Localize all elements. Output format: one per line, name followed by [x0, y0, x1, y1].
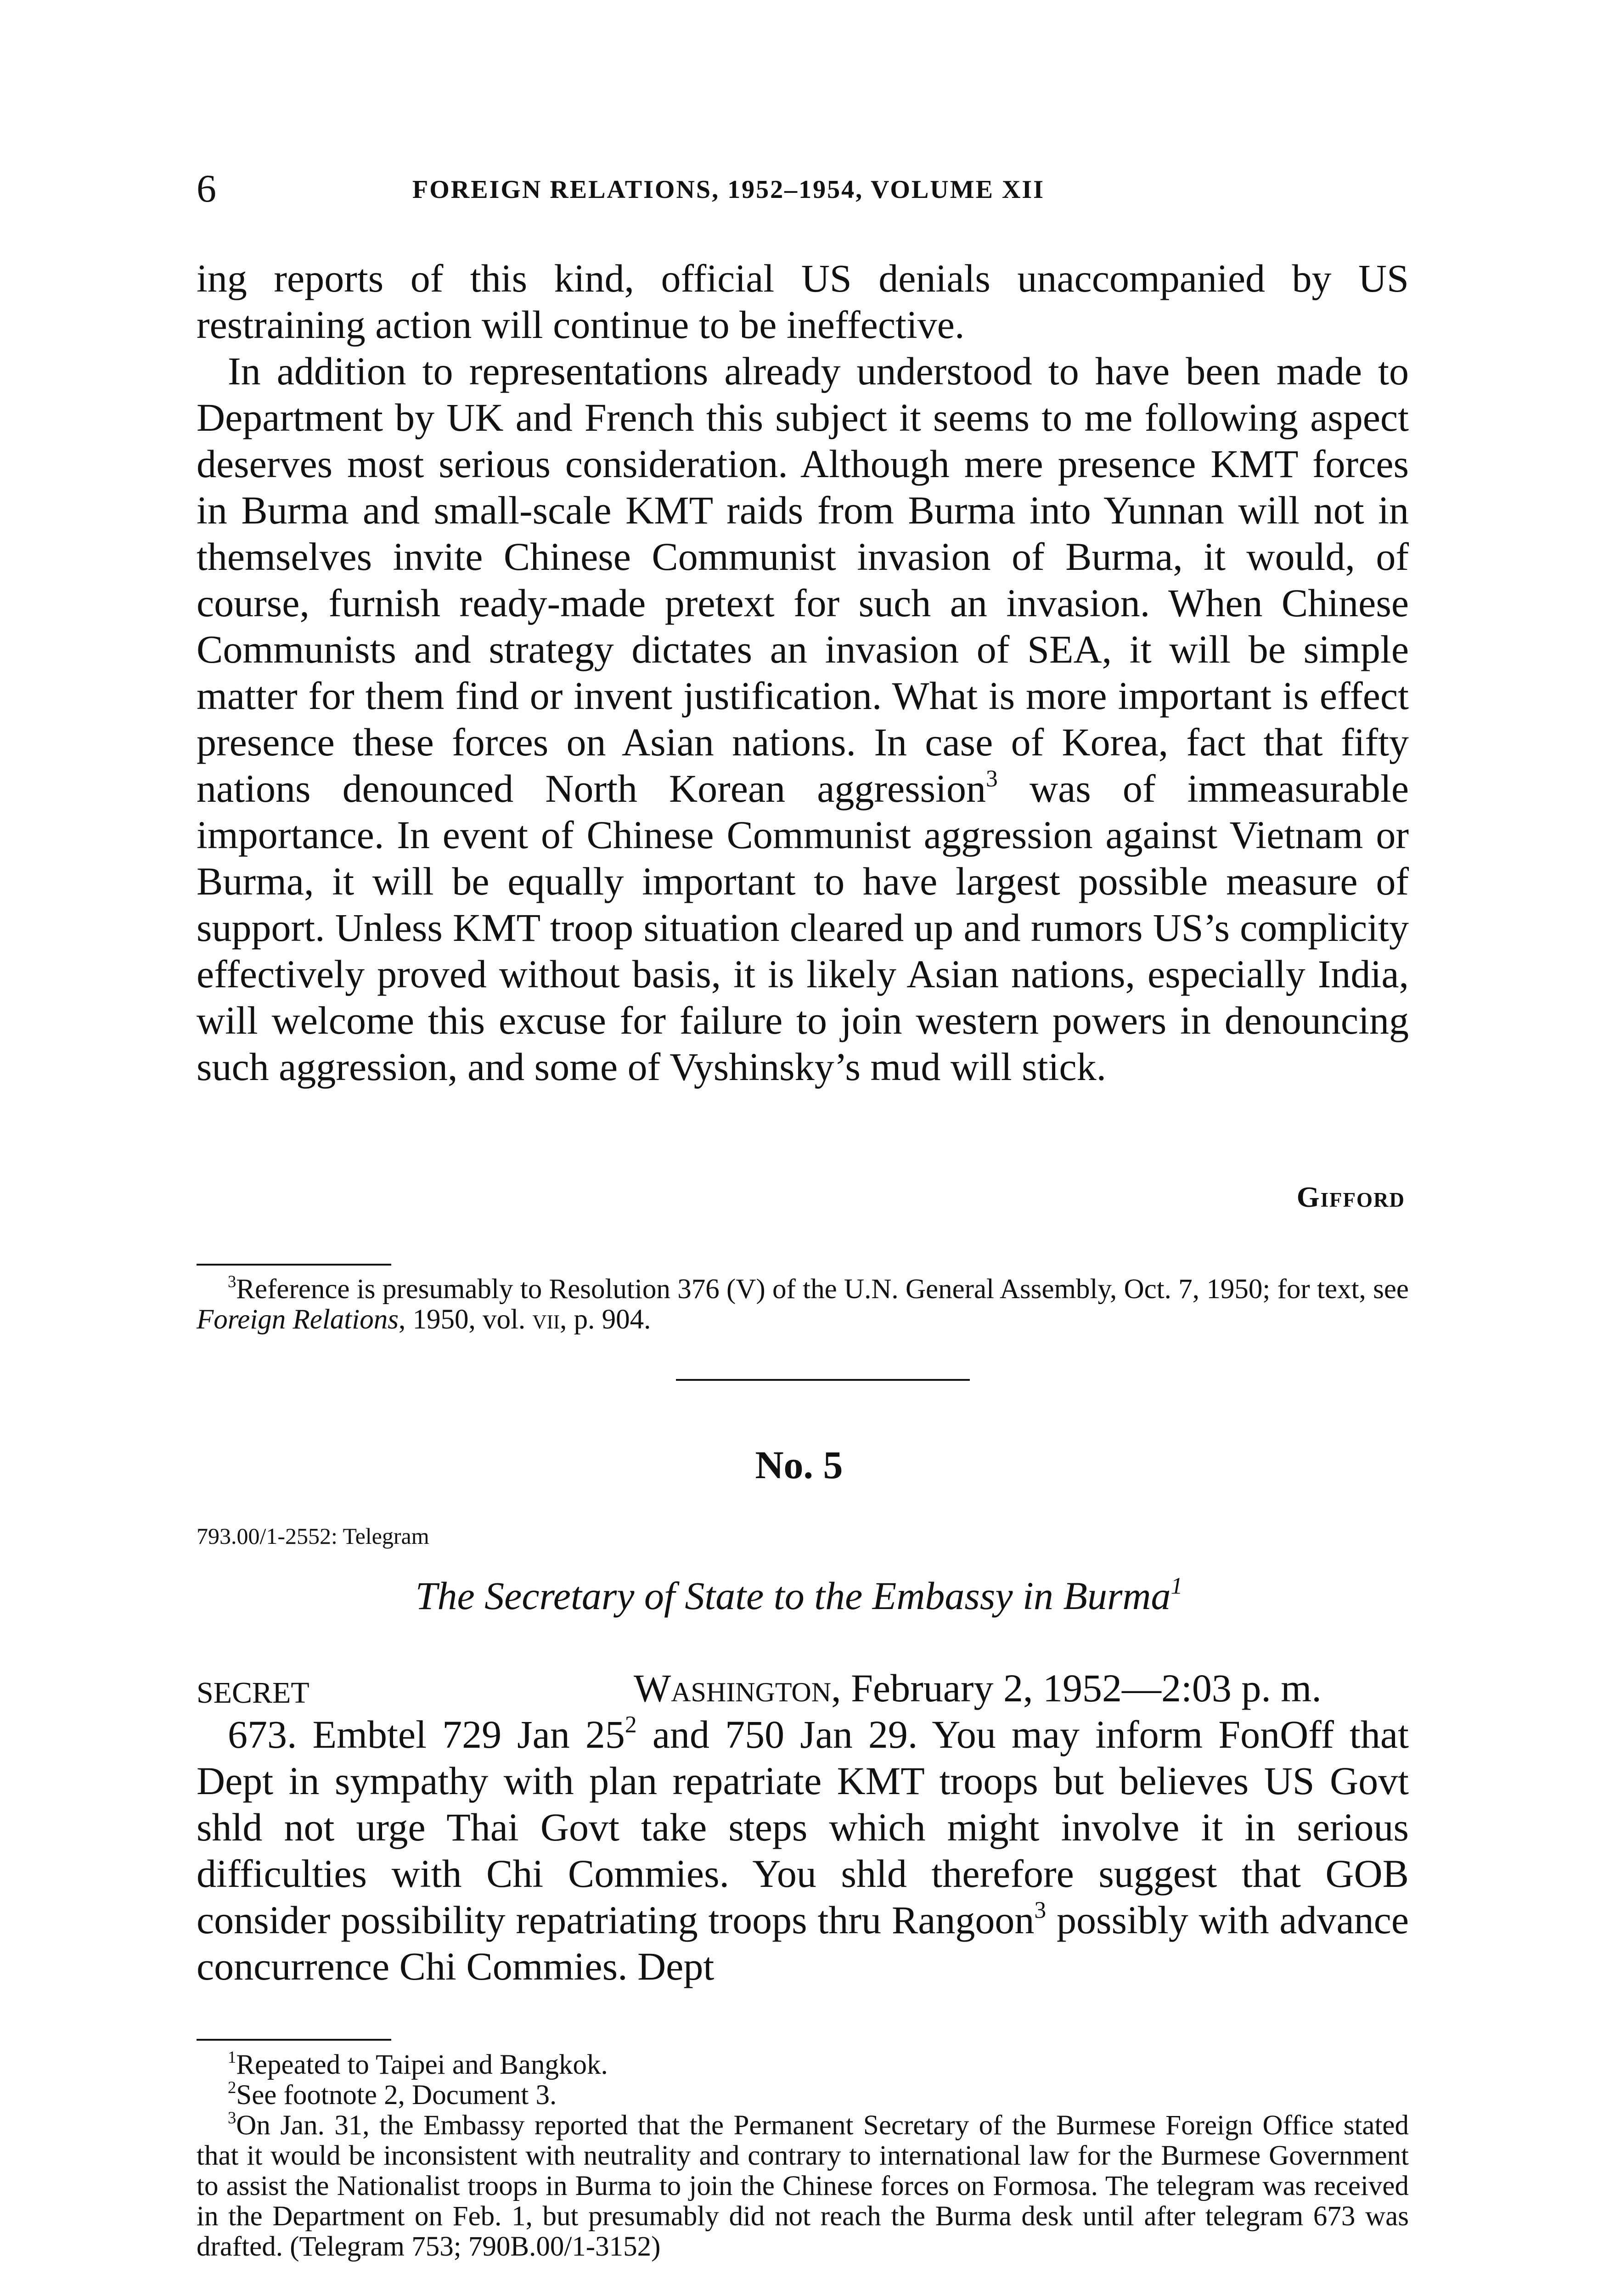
document-number: No. 5 — [755, 1443, 843, 1487]
page-header — [197, 163, 1409, 214]
footnote-text: On Jan. 31, the Embassy reported that the Permanent Secretary of the Burmese Foreign Office stated that it would be inconsistent with neutrality and contrary to international law for the Burmese Government to assist the Nationalist troops in Burma to join the Chinese forces on Formosa. The telegram was received in the Department on Feb. 1, but presumably did not reach the Burma desk until after telegram 673 was drafted. (Telegram 753; 790B.00/1-3152) — [197, 2110, 1409, 2262]
footnote-text: Repeated to Taipei and Bangkok. — [236, 2049, 608, 2080]
paragraph-text: 673. Embtel 729 Jan 25 — [228, 1712, 625, 1756]
footnote — [197, 1274, 1409, 1335]
footnote-text: , p. 904. — [560, 1304, 651, 1335]
paragraph-text: In addition to representations already understood to have been made to Department by UK and French this subject it seems to me following aspect deserves most serious consideration. Although mere presence KMT forces in Burma and small-scale KMT raids from Burma into Yunnan will not in themselves invite Chinese Communist invasion of Burma, it would, of course, furnish ready-made pretext for such an invasion. When Chinese Communists and strategy dictates an invasion of SEA, it will be simple matter for them find or invent justification. What is more important is effect presence these forces on Asian nations. In case of Korea, fact that fifty nations denounced North Korean aggression — [197, 349, 1409, 810]
paragraph-text: and 750 Jan 29. You may inform FonOff that Dept in sympathy with plan repatriate KMT troops but believes US Govt shld not urge Thai Govt take steps which might involve it in serious difficulties with Chi Commies. You shld therefore suggest that GOB consider possibility repatriating troops thru Rangoon — [197, 1712, 1409, 1942]
body-continued — [197, 255, 1409, 1090]
footnote-text: See footnote 2, Document 3. — [236, 2080, 557, 2110]
paragraph-text: possibly with advance concurrence Chi Commies. Dept — [197, 1898, 1409, 1988]
paragraph: ing reports of this kind, official US denials unaccompanied by US restraining action will continue to be ineffective. — [197, 256, 1409, 347]
volume-number: vii — [532, 1304, 560, 1335]
dateline — [634, 1665, 1322, 1711]
footnote-marker: 3 — [228, 2108, 236, 2127]
footnote — [197, 2080, 1409, 2110]
footnote — [197, 2110, 1409, 2262]
classification-marking: SECRET — [197, 1676, 309, 1710]
footnote-text: Reference is presumably to Resolution 376 (V) of the U.N. General Assembly, Oct. 7, 1950; for text, see — [236, 1274, 1409, 1305]
footnote-marker: 2 — [228, 2078, 236, 2097]
document-title-text: The Secretary of State to the Embassy in Burma — [415, 1574, 1171, 1618]
footnote-marker: 1 — [228, 2048, 236, 2067]
dateline-date: , February 2, 1952—2:03 p. m. — [831, 1666, 1322, 1710]
body-telegram — [197, 1711, 1409, 1990]
file-reference: 793.00/1-2552: Telegram — [197, 1523, 429, 1549]
citation-title: Foreign Relations — [197, 1304, 399, 1335]
footnote-rule — [197, 1264, 391, 1266]
footnote-ref: 1 — [1170, 1573, 1183, 1599]
paragraph-text: was of immeasurable importance. In event of Chinese Communist aggression against Vietnam or Burma, it will be equally important to have largest possible measure of support. Unless KMT troop situation cleared up and rumors US’s complicity effectively proved without basis, it is likely Asian nations, especially India, will welcome this excuse for failure to join western powers in denouncing such aggression, and some of Vyshinsky’s mud will stick. — [197, 766, 1409, 1089]
dateline-city: Washington — [634, 1666, 832, 1710]
section-divider — [676, 1379, 970, 1381]
footnote-block — [197, 1274, 1409, 1335]
running-head: FOREIGN RELATIONS, 1952–1954, VOLUME XII — [412, 175, 1045, 204]
footnote — [197, 2050, 1409, 2080]
page-number: 6 — [197, 166, 216, 210]
footnote-marker: 3 — [228, 1272, 236, 1291]
footnote-ref: 2 — [625, 1711, 637, 1738]
document-title — [0, 1570, 1598, 1621]
footnote-ref: 3 — [986, 765, 998, 792]
footnote-ref: 3 — [1034, 1897, 1047, 1924]
paragraph — [197, 348, 1409, 1090]
footnote-rule — [197, 2039, 391, 2041]
footnote-block — [197, 2050, 1409, 2262]
footnote-text: , 1950, vol. — [398, 1304, 533, 1335]
signature: Gifford — [1296, 1181, 1405, 1213]
paragraph — [197, 1711, 1409, 1990]
